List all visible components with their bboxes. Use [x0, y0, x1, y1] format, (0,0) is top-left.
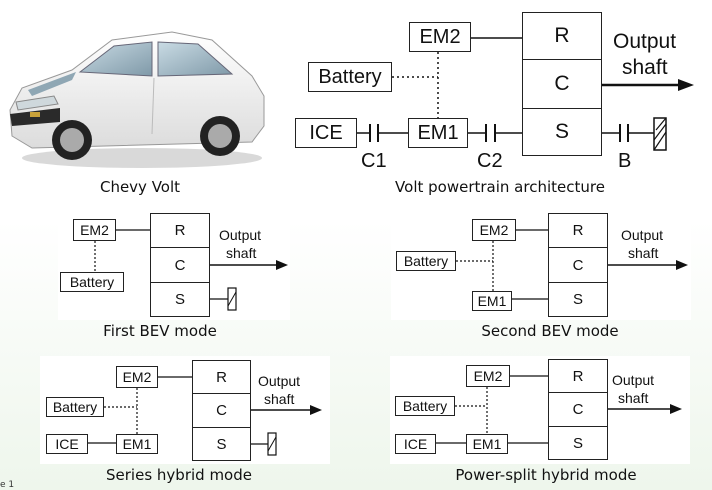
brake-b-label: B	[618, 150, 632, 172]
second-bev-output-line1: Output	[621, 227, 664, 243]
first-bev-c: C	[150, 247, 210, 283]
second-bev-em1: EM1	[472, 291, 512, 311]
top-caption: Volt powertrain architecture	[395, 178, 605, 196]
power-split-s: S	[548, 426, 608, 460]
clutch-c1-label: C1	[361, 150, 387, 172]
series-output-line2: shaft	[264, 391, 295, 407]
battery-box: Battery	[308, 62, 392, 92]
series-s: S	[192, 427, 251, 461]
power-split-em1: EM1	[466, 434, 508, 454]
series-c: C	[192, 393, 251, 428]
em2-box: EM2	[409, 22, 471, 52]
power-split-battery: Battery	[395, 396, 455, 416]
power-split-output-line2: shaft	[618, 390, 649, 406]
series-output-line1: Output	[258, 373, 301, 389]
first-bev-output-line1: Output	[219, 227, 262, 243]
series-caption: Series hybrid mode	[106, 466, 252, 484]
series-battery: Battery	[46, 397, 104, 417]
sun-gear-s: S	[522, 108, 602, 156]
ring-gear-r: R	[522, 12, 602, 60]
first-bev-battery: Battery	[60, 272, 124, 292]
power-split-c: C	[548, 392, 608, 427]
planetary-gear-set	[522, 12, 602, 156]
output-shaft-label-line2: shaft	[622, 56, 668, 79]
second-bev-battery: Battery	[396, 251, 456, 271]
car-caption: Chevy Volt	[99, 178, 181, 196]
second-bev-c: C	[548, 247, 608, 283]
power-split-caption: Power-split hybrid mode	[455, 466, 637, 484]
second-bev-caption: Second BEV mode	[481, 322, 619, 340]
power-split-em2: EM2	[466, 365, 510, 387]
second-bev-em2: EM2	[472, 219, 516, 241]
second-bev-s: S	[548, 282, 608, 317]
first-bev-s: S	[150, 282, 210, 317]
first-bev-r: R	[150, 213, 210, 248]
second-bev-output-line2: shaft	[628, 245, 659, 261]
power-split-ice: ICE	[395, 434, 436, 454]
em1-box: EM1	[408, 118, 468, 148]
output-shaft-label-line1: Output	[613, 30, 677, 53]
series-r: R	[192, 360, 251, 394]
power-split-r: R	[548, 359, 608, 393]
series-em1: EM1	[116, 434, 158, 454]
ice-box: ICE	[295, 118, 357, 148]
power-split-output-line1: Output	[612, 372, 655, 388]
first-bev-em2: EM2	[73, 219, 116, 241]
second-bev-r: R	[548, 213, 608, 248]
clutch-c2-label: C2	[477, 150, 503, 172]
series-em2: EM2	[116, 366, 158, 388]
series-ice: ICE	[46, 434, 88, 454]
first-bev-caption: First BEV mode	[103, 322, 217, 340]
slide-number: e 1	[0, 480, 15, 490]
first-bev-output-line2: shaft	[226, 245, 257, 261]
carrier-c: C	[522, 59, 602, 109]
